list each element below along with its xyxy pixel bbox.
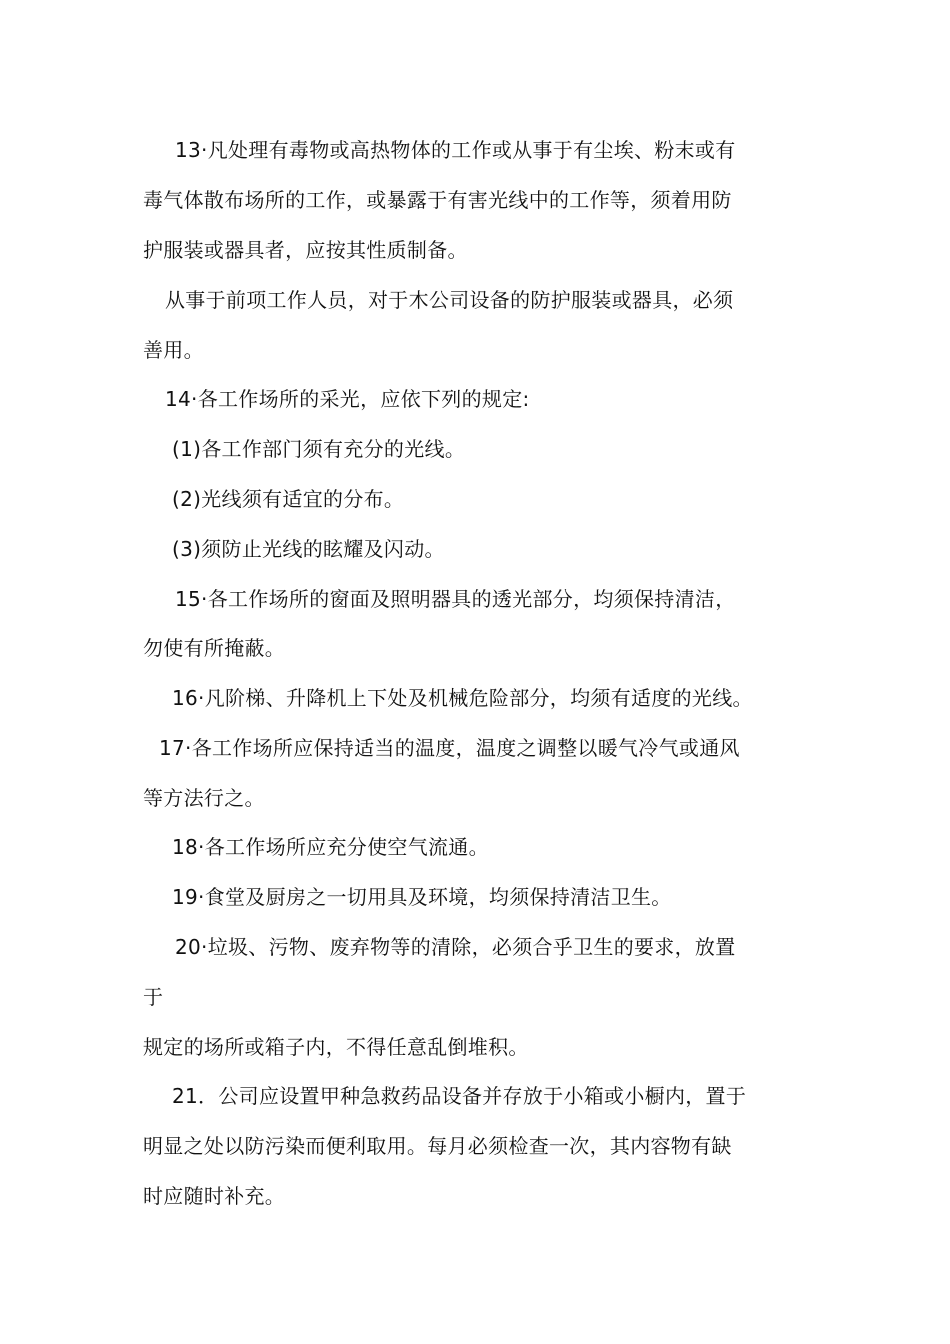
text-line: 勿使有所掩蔽。: [143, 636, 286, 660]
text-line: 明显之处以防污染而便利取用。每月必须检查一次，其内容物有缺: [143, 1134, 732, 1158]
text-line: 17·各工作场所应保持适当的温度，温度之调整以暖气冷气或通风: [159, 736, 740, 760]
text-line: 15·各工作场所的窗面及照明器具的透光部分，均须保持清洁，: [175, 587, 736, 611]
text-line: 19·食堂及厨房之一切用具及环境，均须保持清洁卫生。: [172, 885, 672, 909]
text-line: 等方法行之。: [143, 786, 265, 810]
text-line: 善用。: [143, 338, 204, 362]
text-line: 20·垃圾、污物、废弃物等的清除，必须合乎卫生的要求，放置: [175, 935, 736, 959]
text-line: 21．公司应设置甲种急救药品设备并存放于小箱或小橱内，置于: [172, 1084, 747, 1108]
text-line: 13·凡处理有毒物或高热物体的工作或从事于有尘埃、粉末或有: [175, 138, 736, 162]
text-line: 毒气体散布场所的工作，或暴露于有害光线中的工作等，须着用防: [143, 188, 732, 212]
text-line: 规定的场所或箱子内，不得任意乱倒堆积。: [143, 1035, 529, 1059]
text-line: 从事于前项工作人员，对于木公司设备的防护服装或器具，必须: [165, 288, 734, 312]
text-line: 18·各工作场所应充分使空气流通。: [172, 835, 489, 859]
text-line: (3)须防止光线的眩耀及闪动。: [172, 537, 445, 561]
text-line: 于: [143, 985, 164, 1009]
text-line: 护服装或器具者，应按其性质制备。: [143, 238, 468, 262]
text-line: 16·凡阶梯、升降机上下处及机械危险部分，均须有适度的光线。: [172, 686, 753, 710]
text-line: (2)光线须有适宜的分布。: [172, 487, 405, 511]
text-line: (1)各工作部门须有充分的光线。: [172, 437, 466, 461]
text-line: 14·各工作场所的采光，应依下列的规定:: [165, 387, 530, 411]
text-line: 时应随时补充。: [143, 1184, 286, 1208]
